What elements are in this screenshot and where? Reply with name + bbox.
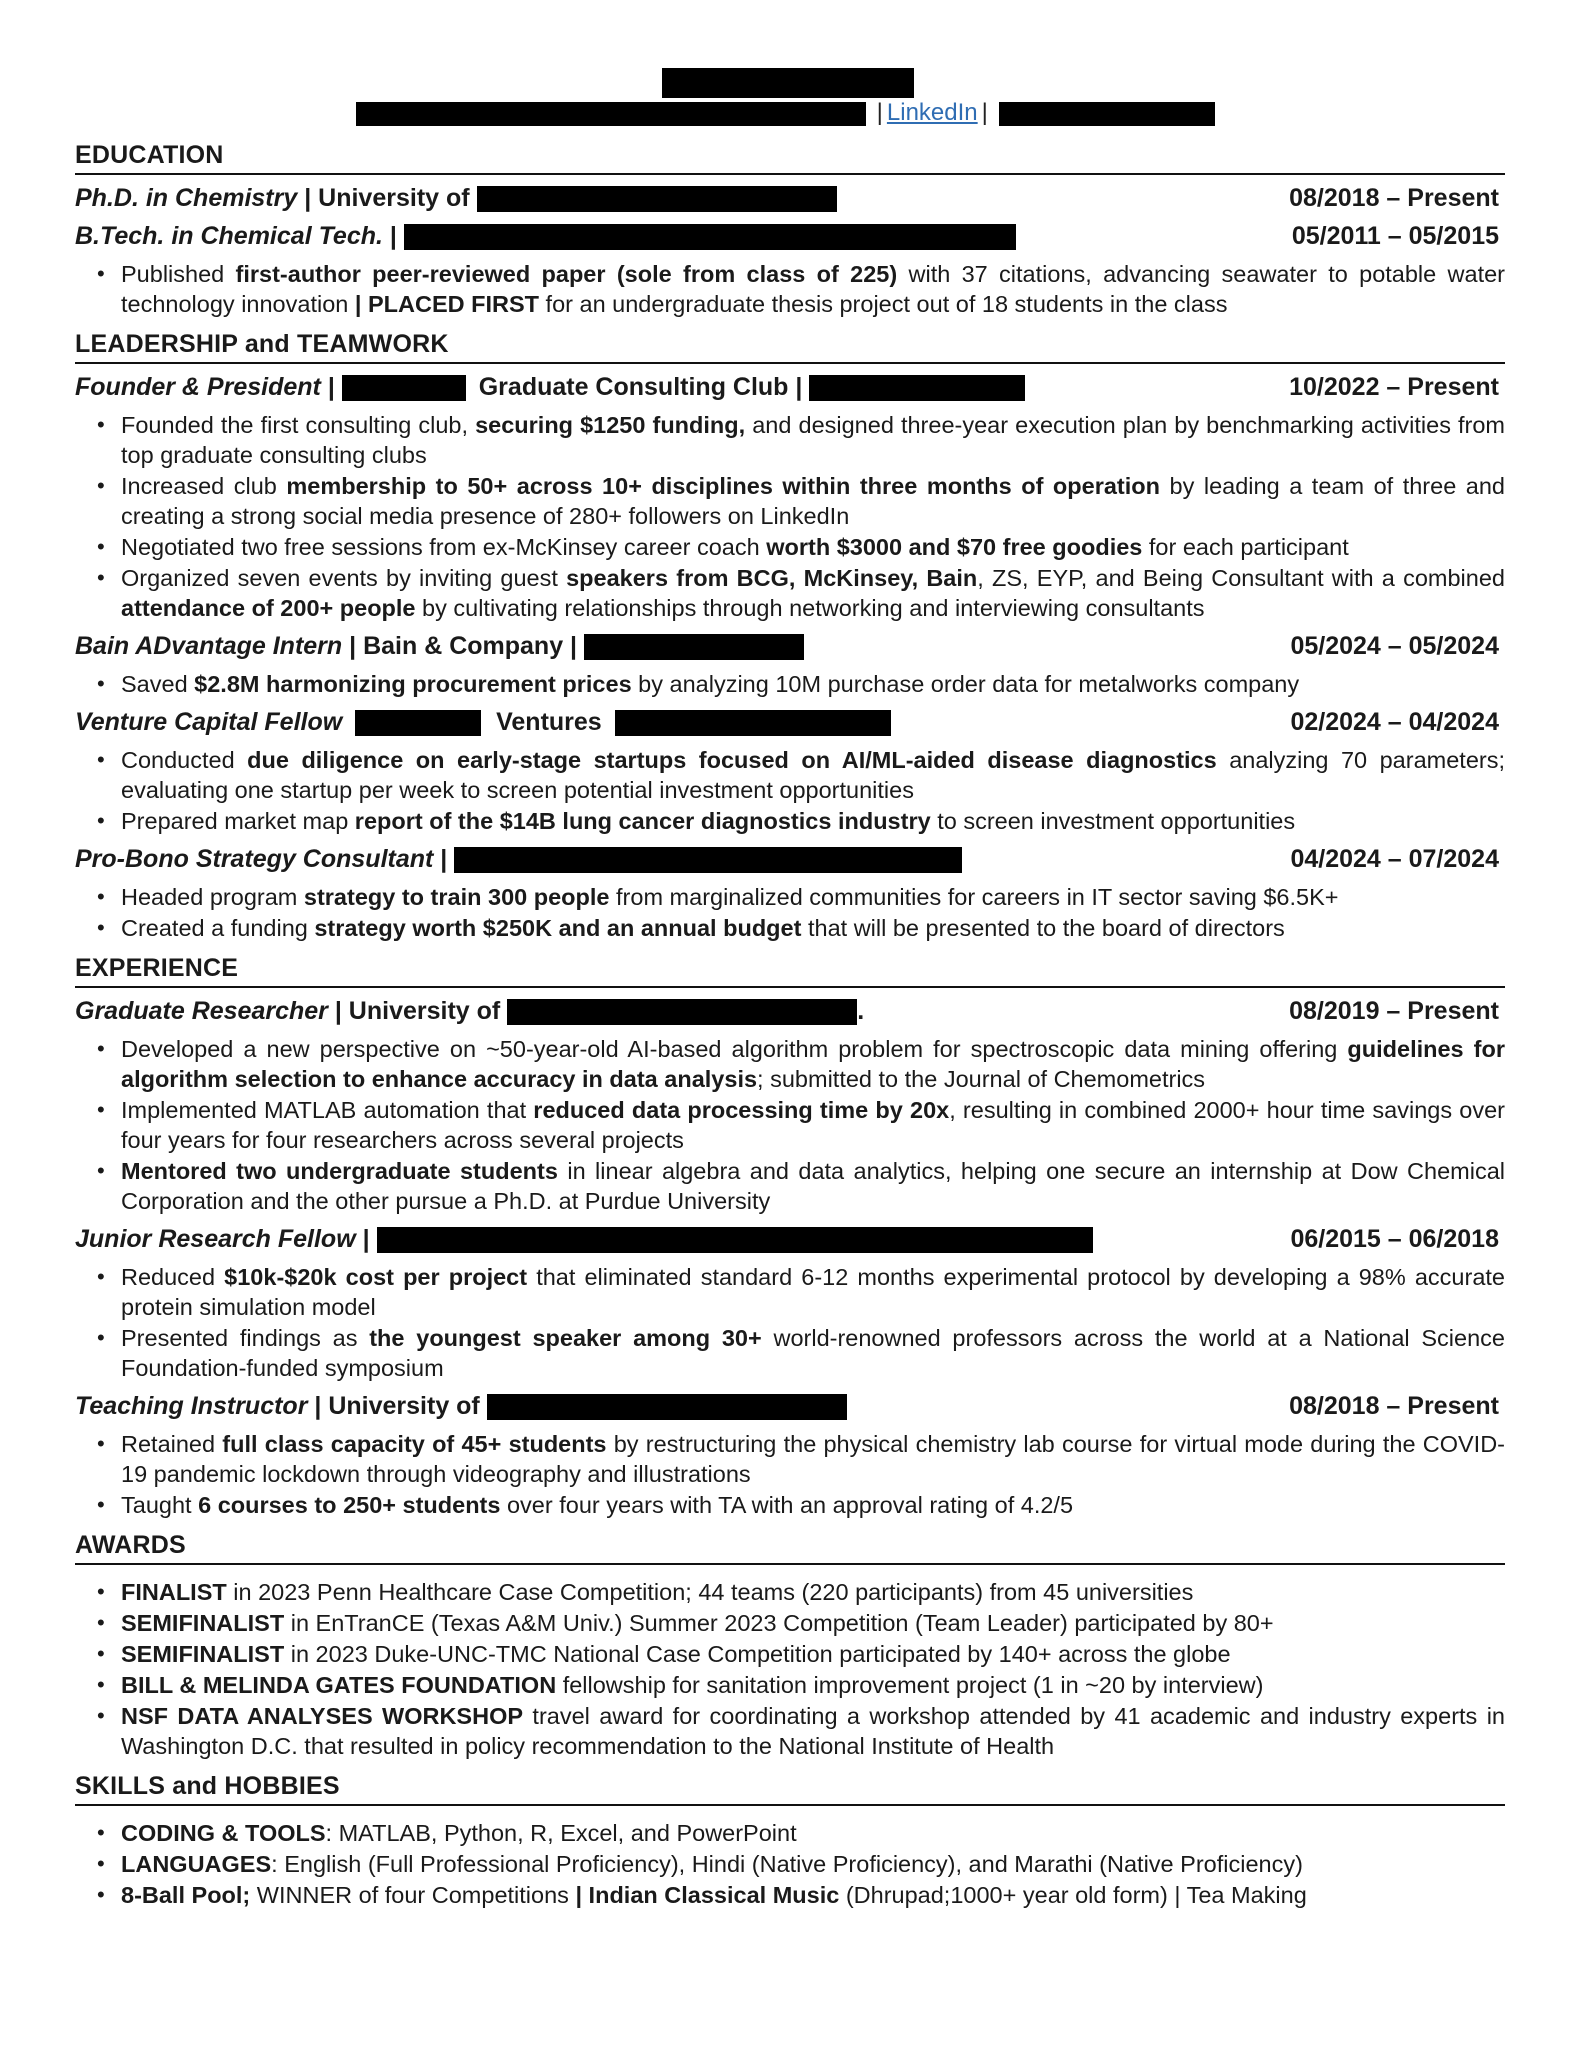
entry-date: 08/2019 – Present [1289, 997, 1499, 1025]
bullet-list [75, 1034, 1505, 1216]
redaction-bar [809, 375, 1025, 401]
bullet-list [75, 1577, 1505, 1761]
bullet-item: • Taught 6 courses to 250+ students over four years with TA with an approval rating of 4.2/5 [75, 1490, 1505, 1520]
redaction-bar [356, 102, 866, 126]
bullet-item: • Presented findings as the youngest speaker among 30+ world-renowned professors across the world at a National Science Foundation-funded symposium [75, 1323, 1505, 1383]
section-title: SKILLS and HOBBIES [75, 1771, 1505, 1806]
bullet-list [75, 259, 1505, 319]
resume-body [75, 140, 1505, 1920]
entry-date: 04/2024 – 07/2024 [1290, 845, 1499, 873]
experience-section [75, 953, 1505, 1520]
entry-date: 05/2011 – 05/2015 [1291, 222, 1499, 250]
redaction-bar [454, 847, 962, 873]
awards-section [75, 1530, 1505, 1761]
entry-date: 06/2015 – 06/2018 [1290, 1225, 1499, 1253]
entry-header [75, 996, 1505, 1026]
institution: | University of [304, 184, 470, 212]
bullet-item: • BILL & MELINDA GATES FOUNDATION fellowship for sanitation improvement project (1 in ~20 by interview) [75, 1670, 1505, 1700]
organization: | [362, 1225, 370, 1253]
bullet-item: • Reduced $10k-$20k cost per project that eliminated standard 6-12 months experimental protocol by developing a 98% accurate protein simulation model [75, 1262, 1505, 1322]
bullet-item: • Saved $2.8M harmonizing procurement prices by analyzing 10M purchase order data for metalworks company [75, 669, 1505, 699]
degree-title: Ph.D. in Chemistry [75, 184, 298, 212]
organization: Ventures [496, 708, 602, 736]
bullet-item: • Negotiated two free sessions from ex-McKinsey career coach worth $3000 and $70 free goodies for each participant [75, 532, 1505, 562]
role-title: Venture Capital Fellow [75, 708, 343, 736]
bullet-list [75, 1429, 1505, 1520]
role-title: Teaching Instructor [75, 1392, 308, 1420]
entry-date: 10/2022 – Present [1289, 373, 1499, 401]
entry-header [75, 372, 1505, 402]
bullet-item: • SEMIFINALIST in EnTranCE (Texas A&M Univ.) Summer 2023 Competition (Team Leader) participated by 80+ [75, 1608, 1505, 1638]
contact-separator: | [981, 99, 988, 126]
organization: Graduate Consulting Club [478, 373, 789, 401]
leadership-section [75, 329, 1505, 943]
entry-date: 08/2018 – Present [1289, 184, 1499, 212]
redaction-bar [487, 1394, 847, 1420]
entry-date: 05/2024 – 05/2024 [1290, 632, 1499, 660]
section-title: EDUCATION [75, 140, 1505, 175]
redaction-bar [477, 186, 837, 212]
section-title: LEADERSHIP and TEAMWORK [75, 329, 1505, 364]
separator: | [795, 373, 803, 401]
redaction-bar [584, 634, 804, 660]
bullet-item: • Published first-author peer-reviewed paper (sole from class of 225) with 37 citations, advancing seawater to potable water technology innovation | PLACED FIRST for an undergraduate thesis project out of 18 students in the class [75, 259, 1505, 319]
separator: | [327, 373, 335, 401]
role-title: Bain ADvantage Intern [75, 632, 343, 660]
section-title: EXPERIENCE [75, 953, 1505, 988]
degree-title: B.Tech. in Chemical Tech. [75, 222, 383, 250]
organization: | University of [334, 997, 501, 1025]
redaction-bar [615, 710, 891, 736]
bullet-list [75, 1262, 1505, 1383]
bullet-item: • Developed a new perspective on ~50-year-old AI-based algorithm problem for spectroscopic data mining offering guidelines for algorithm selection to enhance accuracy in data analysis; submitted to the Journal of Chemometrics [75, 1034, 1505, 1094]
entry-header [75, 707, 1505, 737]
bullet-list [75, 745, 1505, 836]
redaction-bar [355, 710, 481, 736]
entry-header [75, 631, 1505, 661]
redaction-bar [662, 68, 914, 98]
institution: | [389, 222, 397, 250]
contact-separator: | [876, 99, 883, 126]
bullet-item: • 8-Ball Pool; WINNER of four Competitions | Indian Classical Music (Dhrupad;1000+ year old form) | Tea Making [75, 1880, 1505, 1910]
bullet-item: • Increased club membership to 50+ across 10+ disciplines within three months of operation by leading a team of three and creating a strong social media presence of 280+ followers on LinkedIn [75, 471, 1505, 531]
bullet-item: • Created a funding strategy worth $250K and an annual budget that will be presented to the board of directors [75, 913, 1505, 943]
entry-date: 02/2024 – 04/2024 [1290, 708, 1499, 736]
entry-header [75, 844, 1505, 874]
punctuation: . [857, 997, 865, 1025]
role-title: Pro-Bono Strategy Consultant [75, 845, 434, 873]
linkedin-link[interactable]: LinkedIn [886, 99, 978, 126]
bullet-item: • SEMIFINALIST in 2023 Duke-UNC-TMC National Case Competition participated by 140+ across the globe [75, 1639, 1505, 1669]
bullet-item: • FINALIST in 2023 Penn Healthcare Case Competition; 44 teams (220 participants) from 45 universities [75, 1577, 1505, 1607]
bullet-list [75, 669, 1505, 699]
bullet-item: • Retained full class capacity of 45+ students by restructuring the physical chemistry lab course for virtual mode during the COVID-19 pandemic lockdown through videography and illustrations [75, 1429, 1505, 1489]
education-section [75, 140, 1505, 319]
bullet-list [75, 1818, 1505, 1910]
bullet-item: • NSF DATA ANALYSES WORKSHOP travel award for coordinating a workshop attended by 41 academic and industry experts in Washington D.C. that resulted in policy recommendation to the National Institute of Health [75, 1701, 1505, 1761]
bullet-item: • CODING & TOOLS: MATLAB, Python, R, Excel, and PowerPoint [75, 1818, 1505, 1848]
bullet-item: • Founded the first consulting club, securing $1250 funding, and designed three-year execution plan by benchmarking activities from top graduate consulting clubs [75, 410, 1505, 470]
section-title: AWARDS [75, 1530, 1505, 1565]
bullet-item: • Prepared market map report of the $14B lung cancer diagnostics industry to screen investment opportunities [75, 806, 1505, 836]
bullet-item: • LANGUAGES: English (Full Professional Proficiency), Hindi (Native Proficiency), and Marathi (Native Proficiency) [75, 1849, 1505, 1879]
redaction-bar [507, 999, 857, 1025]
bullet-item: • Implemented MATLAB automation that reduced data processing time by 20x, resulting in combined 2000+ hour time savings over four years for four researchers across several projects [75, 1095, 1505, 1155]
entry-date: 08/2018 – Present [1289, 1392, 1499, 1420]
redaction-bar [404, 224, 1016, 250]
name-redacted [662, 68, 914, 98]
entry-header [75, 183, 1505, 213]
bullet-item: • Headed program strategy to train 300 people from marginalized communities for careers in IT sector saving $6.5K+ [75, 882, 1505, 912]
entry-header [75, 1224, 1505, 1254]
bullet-list [75, 410, 1505, 623]
role-title: Junior Research Fellow [75, 1225, 356, 1253]
bullet-item: • Organized seven events by inviting guest speakers from BCG, McKinsey, Bain, ZS, EYP, and Being Consultant with a combined attendance of 200+ people by cultivating relationships through networking and interviewing consultants [75, 563, 1505, 623]
organization: | University of [314, 1392, 480, 1420]
entry-header [75, 221, 1505, 251]
organization: | [440, 845, 448, 873]
bullet-item: • Conducted due diligence on early-stage startups focused on AI/ML-aided disease diagnostics analyzing 70 parameters; evaluating one startup per week to screen potential investment opportunities [75, 745, 1505, 805]
redaction-bar [342, 375, 466, 401]
redaction-bar [999, 102, 1215, 126]
contact-line [356, 98, 1215, 128]
bullet-item: • Mentored two undergraduate students in linear algebra and data analytics, helping one secure an internship at Dow Chemical Corporation and the other pursue a Ph.D. at Purdue University [75, 1156, 1505, 1216]
redaction-bar [377, 1227, 1093, 1253]
role-title: Graduate Researcher [75, 997, 328, 1025]
entry-header [75, 1391, 1505, 1421]
bullet-list [75, 882, 1505, 943]
organization: | Bain & Company | [349, 632, 578, 660]
role-title: Founder & President [75, 373, 321, 401]
skills-section [75, 1771, 1505, 1910]
